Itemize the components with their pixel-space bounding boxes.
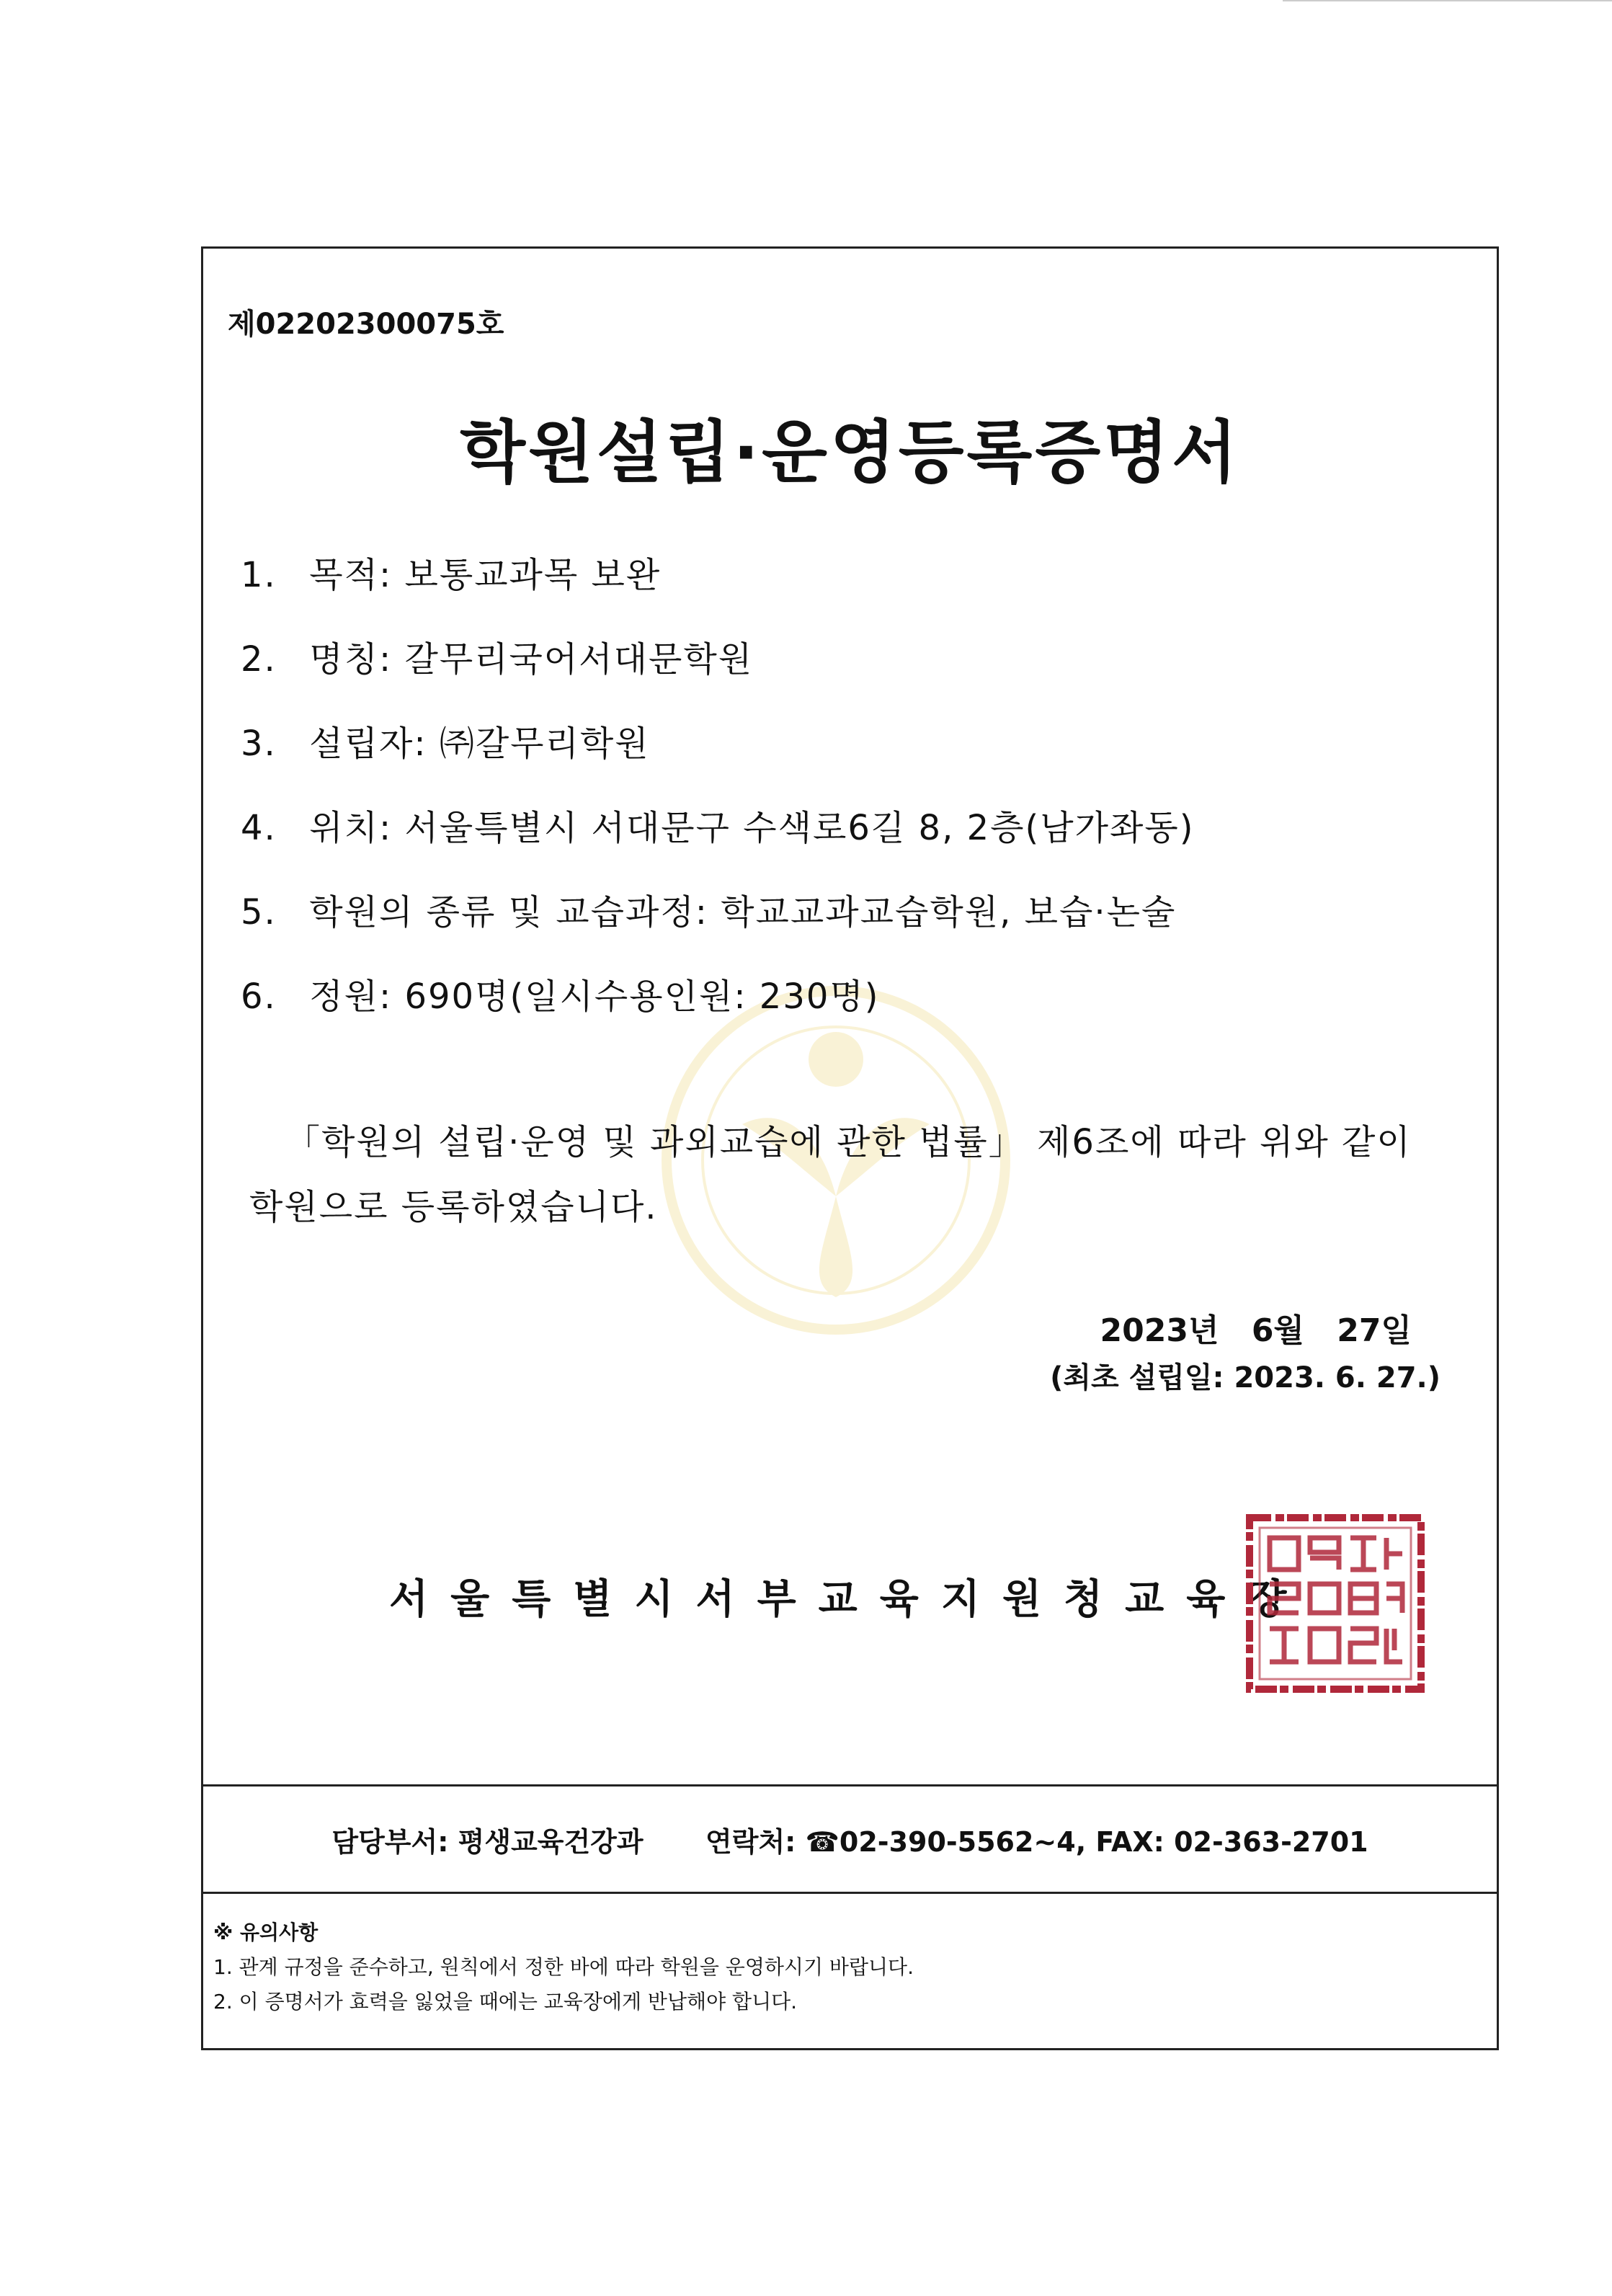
issue-date: 2023년 6월 27일 <box>1100 1312 1412 1349</box>
item-label: 정원: <box>309 976 393 1017</box>
certificate-title: 학원설립·운영등록증명서 <box>460 414 1240 492</box>
item-number: 4. <box>241 808 277 848</box>
item-label: 목적: <box>309 555 393 595</box>
note-item: 2. 이 증명서가 효력을 잃었을 때에는 교육장에게 반납해야 합니다. <box>213 1990 798 2014</box>
doc-number: 제02202300075호 <box>228 308 504 341</box>
item-number: 3. <box>241 724 277 764</box>
official-seal-icon <box>1245 1513 1425 1694</box>
item-value: 갈무리국어서대문학원 <box>404 639 754 680</box>
item-list <box>241 546 1194 1052</box>
item-capacity <box>241 968 1194 1052</box>
first-establishment-date: (최초 설립일: 2023. 6. 27.) <box>1050 1361 1440 1394</box>
item-number: 6. <box>241 976 277 1017</box>
item-value: 학교교과교습학원, 보습·논술 <box>721 892 1177 933</box>
notes-section <box>213 1915 914 2019</box>
item-label: 설립자: <box>309 724 427 764</box>
item-number: 5. <box>241 892 277 933</box>
issuer-name: 서울특별시서부교육지원청교육장 <box>389 1576 1309 1623</box>
notes-title: ※ 유의사항 <box>213 1921 319 1944</box>
registration-statement <box>249 1110 1446 1240</box>
item-number: 2. <box>241 639 277 680</box>
item-label: 명칭: <box>309 639 393 680</box>
item-location <box>241 799 1194 884</box>
item-value: ㈜갈무리학원 <box>439 724 650 764</box>
item-value: 보통교과목 보완 <box>404 555 662 595</box>
item-name <box>241 631 1194 715</box>
statement-line-1: 「학원의 설립·운영 및 과외교습에 관한 법률」 제6조에 따라 위와 같이 <box>285 1122 1412 1162</box>
scan-edge-line <box>1283 0 1612 6</box>
contact-info <box>201 1820 1499 1859</box>
statement-line-2: 학원으로 등록하였습니다. <box>249 1187 658 1227</box>
item-value: 690명(일시수용인원: 230명) <box>404 976 880 1017</box>
item-founder <box>241 715 1194 799</box>
item-value: 서울특별시 서대문구 수색로6길 8, 2층(남가좌동) <box>404 808 1195 848</box>
item-label: 위치: <box>309 808 393 848</box>
item-purpose <box>241 546 1194 631</box>
note-item: 1. 관계 규정을 준수하고, 원칙에서 정한 바에 따라 학원을 운영하시기 바랍니다. <box>213 1955 914 1979</box>
item-label: 학원의 종류 및 교습과정: <box>309 892 708 933</box>
department: 담당부서: 평생교육건강과 <box>331 1826 644 1858</box>
item-type-course <box>241 884 1194 968</box>
item-number: 1. <box>241 555 277 595</box>
phone-fax: 연락처: ☎02-390-5562~4, FAX: 02-363-2701 <box>705 1826 1368 1858</box>
